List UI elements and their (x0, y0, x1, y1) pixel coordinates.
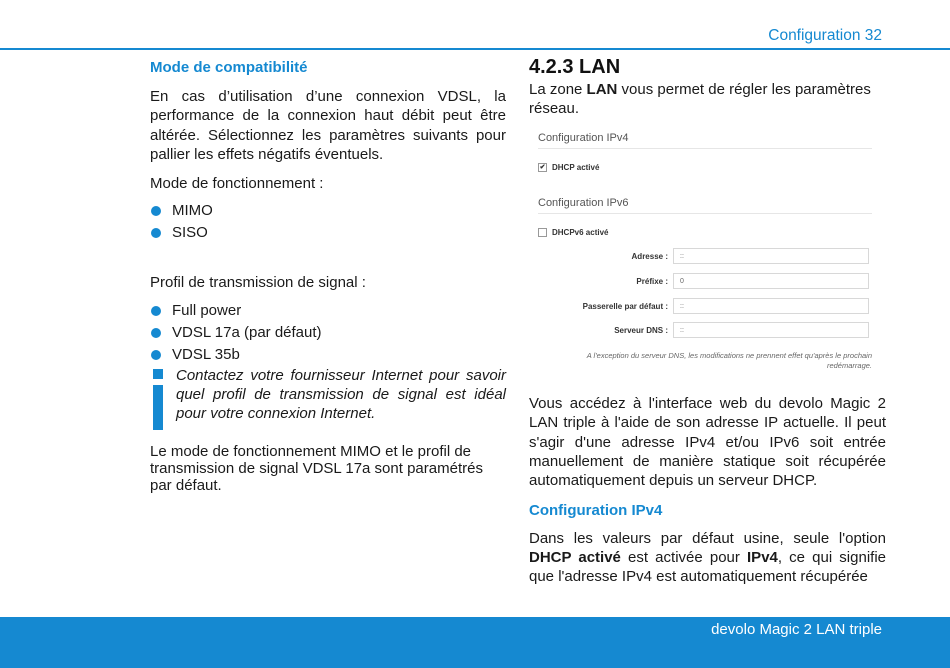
dns-row: Serveur DNS : :: (530, 322, 876, 340)
ipv6-section-title: Configuration IPv6 (538, 197, 629, 209)
profile-label: Profil de transmission de signal : (150, 274, 366, 291)
gateway-input[interactable]: :: (673, 298, 869, 314)
list-item: Full power (150, 300, 506, 322)
checkbox-unchecked-icon (538, 228, 547, 237)
info-text: Contactez votre fournisseur Internet pour savoir quel profil de transmission de signal est idéal pour votre connexion Internet. (176, 366, 506, 422)
bullet-icon (151, 206, 161, 216)
compat-heading: Mode de compatibilité (150, 59, 308, 76)
web-access-text: Vous accédez à l'interface web du devolo Magic 2 LAN triple à l'aide de son adresse IP actuelle. Il peut s'agir d'une adresse IPv4 et/ou IPv6 soit entrée manuellement de manière statique soit récupérée automatiquement depuis un serveur DHCP. (529, 395, 886, 490)
ipv4-section-title: Configuration IPv4 (538, 132, 629, 144)
footer-bar (0, 617, 950, 668)
address-input[interactable]: :: (673, 248, 869, 264)
bullet-icon (151, 228, 161, 238)
dns-input[interactable]: :: (673, 322, 869, 338)
list-item: MIMO (150, 200, 506, 222)
prefix-row: Préfixe : 0 (530, 273, 876, 291)
bullet-icon (151, 350, 161, 360)
left-column (150, 58, 506, 494)
compat-outro: Le mode de fonctionnement MIMO et le profil de transmission de signal VDSL 17a sont paramétrés par défaut. (150, 442, 483, 494)
mode-label: Mode de fonctionnement : (150, 174, 324, 192)
right-column (529, 58, 886, 119)
dhcp-checkbox[interactable]: ✔ DHCP activé (539, 163, 600, 172)
checkbox-checked-icon: ✔ (539, 164, 546, 171)
dhcpv6-checkbox[interactable]: DHCPv6 activé (538, 228, 608, 237)
right-column-lower (529, 394, 886, 587)
bullet-icon (151, 328, 161, 338)
lan-intro: La zone LAN vous permet de régler les paramètres réseau. (529, 80, 871, 117)
info-icon (152, 368, 164, 428)
info-note (150, 366, 506, 423)
section-title: 4.2.3 LAN (529, 56, 621, 78)
bullet-icon (151, 306, 161, 316)
footer-product-name: devolo Magic 2 LAN triple (711, 621, 882, 638)
compat-intro: En cas d’utilisation d’une connexion VDSL, la performance de la connexion haut débit peut être altérée. Sélectionnez les paramètres suivants pour pallier les effets négatifs éventuels. (150, 87, 506, 163)
prefix-input[interactable]: 0 (673, 273, 869, 289)
ipv4-subheading: Configuration IPv4 (529, 502, 663, 520)
list-item: VDSL 17a (par défaut) (150, 322, 506, 344)
lan-settings-screenshot (530, 124, 876, 376)
header-rule (0, 48, 950, 50)
list-item: SISO (150, 222, 506, 244)
address-row: Adresse : :: (530, 248, 876, 266)
page-header-title: Configuration 32 (768, 27, 882, 44)
gateway-row: Passerelle par défaut : :: (530, 298, 876, 316)
restart-note: A l'exception du serveur DNS, les modifications ne prennent effet qu'après le prochain redémarrage. (586, 351, 872, 370)
list-item: VDSL 35b (150, 344, 506, 366)
ipv4-text: Dans les valeurs par défaut usine, seule l'option DHCP activé est activée pour IPv4, ce qui signifie que l'adresse IPv4 est automatiquement récupérée (529, 529, 886, 586)
